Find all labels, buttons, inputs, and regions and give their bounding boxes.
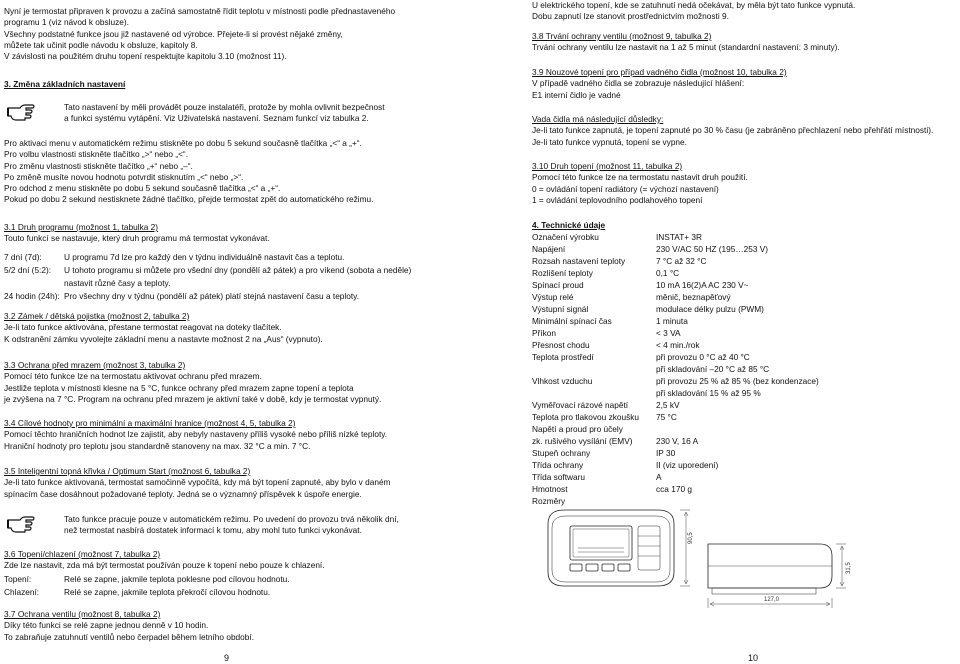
body-line: Pokud po dobu 2 sekund nestisknete žádné tlačítko, přejde termostat zpět do automatického režimu. [4,194,374,205]
spec-key: Hmotnost [532,484,568,494]
program-type-list [4,252,456,312]
section-3-9-heading: 3.9 Nouzové topení pro případ vadného čidla (možnost 10, tabulka 2) [532,67,787,77]
section-3-7 [4,609,254,643]
intro-line: můžete tak učinit podle návodu k obsluze, kapitoly 8. [4,39,198,50]
body-line: Pro volbu vlastnosti stiskněte tlačítko „>“ nebo „<“. [4,149,188,160]
spec-key: Výstupní signál [532,304,589,314]
spec-value: < 3 VA [656,328,681,338]
spec-key: Napětí a proud pro účely [532,424,623,434]
program-value: U programu 7d lze pro každý den v týdnu individuálně nastavit čas a teplotu. [64,252,345,262]
lcd-display [570,526,632,560]
button-right [586,564,598,571]
spec-key: Teplota pro tlakovou zkoušku [532,412,640,422]
section-3-10 [532,161,748,206]
width-label: 127,0 [764,597,780,603]
program-key: 5/2 dní (5:2): [4,265,52,275]
spec-key: Stupeň ochrany [532,448,591,458]
section-3-6-heading: 3.6 Topení/chlazení (možnost 7, tabulka 2) [4,549,161,559]
spec-key: Rozměry [532,496,566,506]
section-3-7-heading: 3.7 Ochrana ventilu (možnost 8, tabulka 2) [4,609,161,619]
program-key: 24 hodin (24h): [4,291,60,301]
section-3-10-line: 1 = ovládání teplovodního podlahového topení [532,194,703,205]
section-3-3-heading: 3.3 Ochrana před mrazem (možnost 3, tabulka 2) [4,360,186,370]
spec-key: Označení výrobku [532,232,599,242]
spec-key: Teplota prostředí [532,352,594,362]
pointing-hand-icon [6,100,36,122]
section-3-6 [4,549,325,572]
spec-key: Napájení [532,244,566,254]
spec-key: Vyměřovací rázové napětí [532,400,629,410]
right-top-text [532,0,855,23]
body-line: Pro změnu vlastnosti stiskněte tlačítko „+“ nebo „–“. [4,160,193,171]
section-3-8-text: Trvání ochrany ventilu lze nastavit na 1 až 5 minut (standardní nastavení: 3 minuty). [532,42,840,53]
intro-paragraph [4,6,395,62]
section-3-5-note [64,514,399,537]
section-3-5-heading: 3.5 Inteligentní topná křivka / Optimum Start (možnost 6, tabulka 2) [4,466,251,476]
section-3-heading: 3. Změna základních nastavení [4,79,126,89]
intro-line: programu 1 (viz návod k obsluze). [4,17,129,28]
note-line: než termostat nasbírá dostatek informací k tomu, aby mohl tuto funkci vykonávat. [64,525,362,536]
section-3-2-line: Je-li tato funkce aktivována, přestane termostat reagovat na doteky tlačítek. [4,322,282,333]
note-line: Tato funkce pracuje pouze v automatickém režimu. Po uvedení do provozu trvá několik dní, [64,514,399,524]
mode-list [4,574,456,600]
button-left [570,564,582,571]
thermostat-dimension-drawing [540,502,955,657]
spec-key: Rozlišení teploty [532,268,593,278]
program-key: 7 dní (7d): [4,252,42,262]
body-line: Pro odchod z menu stiskněte po dobu 5 sekund současně tlačítka „<“ a „+“. [4,183,281,194]
spec-key: Třída ochrany [532,460,584,470]
height-label: 90,5 [688,532,694,544]
consequences-line: Je-li tato funkce zapnutá, je topení zapnuté po 30 % času (je zabráněno přechlazení nebo přehřátí místnosti). [532,125,934,136]
spec-value: 7 °C až 32 °C [656,256,707,266]
program-value: U tohoto programu si můžete pro všední dny (pondělí až pátek) a pro víkend (sobota a neděle) [64,265,412,275]
section-3-2 [4,311,323,345]
section-3-10-line: 0 = ovládání topení radiátory (= výchozí nastavení) [532,183,719,194]
body-line: Po změně musíte novou hodnotu potvrdit stisknutím „<“ nebo „>“. [4,171,244,182]
spec-key: Minimální spínací čas [532,316,612,326]
button-plus [602,564,614,571]
tech-spec-table [532,232,960,512]
section-3-9-line: V případě vadného čidla se zobrazuje následující hlášení: [532,78,745,89]
mode-key: Topení: [4,574,32,584]
section-3-1 [4,222,270,245]
section-3-4-line: Hraniční hodnoty pro teplotu jsou standardně stanoveny na max. 32 °C a min. 7 °C. [4,440,311,451]
section-3-7-line: To zabraňuje zatuhnutí ventilů nebo čerpadel během letního období. [4,631,255,642]
section-3-5-line: Je-li tato funkce aktivovaná, termostat samočinně vypočítá, kdy má být topení zapnuté, aby bylo v daném [4,477,391,488]
section-3-3-line: Jestliže teplota v místnosti klesne na 5 °C, funkce ochrany před mrazem zapne topení a teplota [4,382,354,393]
section-3-1-heading: 3.1 Druh programu (možnost 1, tabulka 2) [4,222,159,232]
device-side-view [708,544,832,594]
program-value: Pro všechny dny v týdnu (pondělí až pátek) platí stejná nastavení času a teploty. [64,291,360,301]
spec-value: 75 °C [656,412,677,422]
spec-value: 10 mA 16(2)A AC 230 V~ [656,280,749,290]
spec-key: Spínací proud [532,280,584,290]
section-4-heading: 4. Technické údaje [532,220,606,230]
spec-value: modulace délky pulzu (PWM) [656,304,764,314]
height-dimension [680,510,690,586]
spec-value: 230 V/AC 50 HZ (195…253 V) [656,244,769,254]
spec-key: Příkon [532,328,556,338]
spec-value: 2,5 kV [656,400,680,410]
section-3-4 [4,418,387,452]
spec-value: A [656,472,662,482]
spec-value: 230 V, 16 A [656,436,699,446]
section-3-4-heading: 3.4 Cílové hodnoty pro minimální a maximální hranice (možnost 4, 5, tabulka 2) [4,418,296,428]
spec-value: II (viz uporedení) [656,460,719,470]
pointing-hand-icon [6,512,36,534]
sensor-fault-consequences [532,114,933,148]
depth-dimension [836,544,846,588]
section-3-10-line: Pomocí této funkce lze na termostatu nastavit druh použití. [532,172,748,183]
spec-value: < 4 min./rok [656,340,700,350]
section-3-body [4,138,373,206]
section-3-8-heading: 3.8 Trvání ochrany ventilu (možnost 9, tabulka 2) [532,31,712,41]
section-3-9-line: E1 interní čidlo je vadné [532,89,621,100]
section-3-8 [532,31,840,54]
intro-line: Nyní je termostat připraven k provozu a začíná samostatně řídit teplotu v místnosti podle přednastaveného [4,6,396,16]
spec-value: INSTAT+ 3R [656,232,703,242]
section-3-3 [4,360,381,405]
section-3-7-line: Díky této funkci se relé zapne jednou denně v 10 hodin. [4,620,209,631]
section-3-1-text: Touto funkcí se nastavuje, který druh programu má termostat vykonávat. [4,233,270,244]
spec-value: při provozu 0 °C až 40 °C [656,352,750,362]
section-3-note [64,102,385,125]
note-line: Tato nastavení by měli provádět pouze instalatéři, protože by mohla ovlivnit bezpečnost [64,102,385,112]
intro-line: V závislosti na použitém druhu topení respektujte kapitolu 3.10 (možnost 11). [4,51,287,62]
program-value: nastavit různé časy a teploty. [64,278,171,288]
spec-value: 0,1 °C [656,268,680,278]
spec-key: Rozsah nastavení teploty [532,256,626,266]
text-line: U elektrického topení, kde se zatuhnutí nedá očekávat, by měla být tato funkce vypnutá. [532,0,856,10]
spec-value: 1 minuta [656,316,688,326]
spec-value: při skladování 15 % až 95 % [656,388,761,398]
page-number-right: 10 [748,653,759,663]
spec-key: Přesnost chodu [532,340,590,350]
section-3-3-line: je zvýšena na 7 °C. Program na ochranu před mrazem je aktivní také v době, kdy je termostat vypnutý. [4,393,382,404]
mode-key: Chlazení: [4,587,40,597]
mode-value: Relé se zapne, jakmile teplota překročí cílovou hodnotu. [64,587,271,597]
section-3-3-line: Pomocí této funkce lze na termostatu aktivovat ochranu před mrazem. [4,371,262,382]
section-3-6-text: Zde lze nastavit, zda má být termostat používán pouze k topení nebo pouze k chlazení. [4,560,325,571]
section-3-2-line: K odstranění zámku vyvolejte základní menu a nastavte možnost 2 na „Aus“ (vypnuto). [4,333,323,344]
body-line: Pro aktivaci menu v automatickém režimu stiskněte po dobu 5 sekund současně tlačítka „<“ a „+“. [4,138,362,148]
spec-key: Výstup relé [532,292,574,302]
button-minus [618,564,630,571]
spec-value: cca 170 g [656,484,692,494]
spec-key: Třída softwaru [532,472,586,482]
consequences-line: Je-li tato funkce vypnutá, topení se vypne. [532,136,687,147]
spec-value: měnič, beznapěťový [656,292,731,302]
section-3-4-line: Pomocí těchto hraničních hodnot lze zajistit, aby nebyly nastaveny příliš vysoké nebo příliš nízké teploty. [4,429,388,440]
note-line: a funkci systému vytápění. Viz Uživatelská nastavení. Seznam funkcí viz tabulka 2. [64,113,369,124]
section-3-2-heading: 3.2 Zámek / dětská pojistka (možnost 2, tabulka 2) [4,311,190,321]
mode-value: Relé se zapne, jakmile teplota poklesne pod cílovou hodnotu. [64,574,290,584]
section-3-9 [532,67,787,101]
consequences-heading: Vada čidla má následující důsledky: [532,114,664,124]
spec-value: IP 30 [656,448,676,458]
intro-line: Všechny podstatné funkce jsou již nastavené od výrobce. Přejete-li si provést nějaké změny, [4,28,343,39]
spec-key: zk. rušivého vysílání (EMV) [532,436,633,446]
section-3-10-heading: 3.10 Druh topení (možnost 11, tabulka 2) [532,161,683,171]
spec-key: Vlhkost vzduchu [532,376,593,386]
page-number-left: 9 [224,653,230,663]
depth-label: 31,5 [846,562,852,574]
spec-value: při provozu 25 % až 85 % (bez kondenzace) [656,376,819,386]
section-3-5 [4,466,390,500]
text-line: Dobu zapnutí lze stanovit prostřednictvím možnosti 9. [532,11,729,22]
spec-value: při skladování –20 °C až 85 °C [656,364,770,374]
section-3-5-line: spínacím čase dosáhnout požadované teploty. Jedná se o významný příspěvek k úspoře energie. [4,488,362,499]
